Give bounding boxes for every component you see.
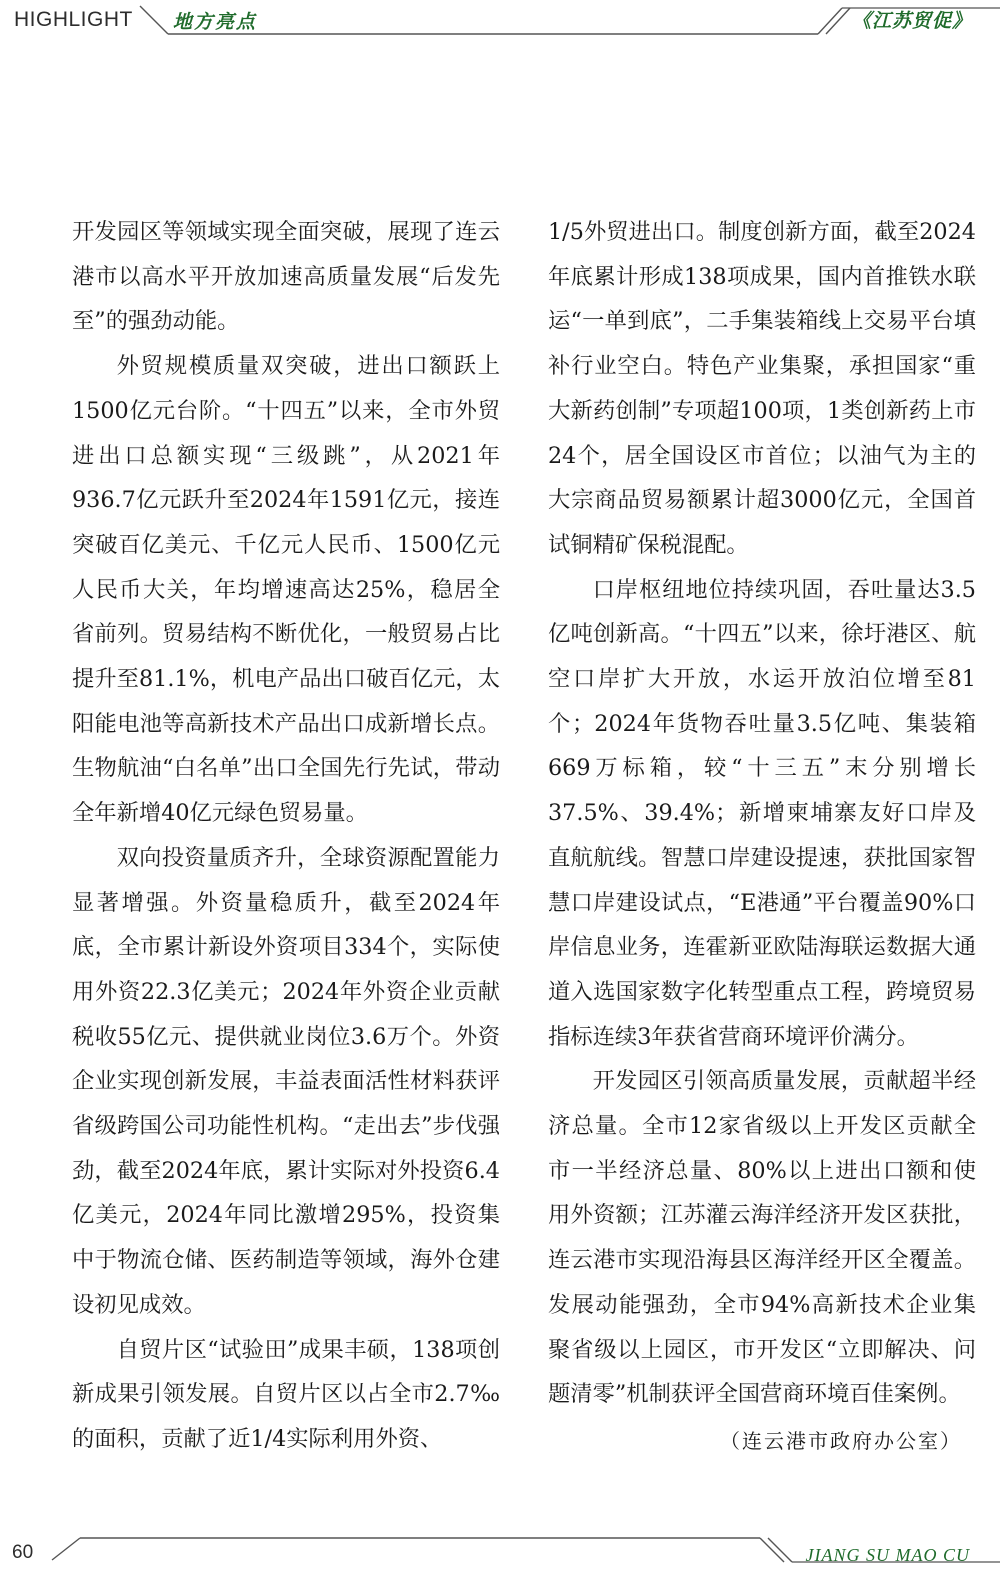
running-header [14, 4, 257, 36]
paragraph-continued: 开发园区等领域实现全面突破，展现了连云港市以高水平开放加速高质量发展“后发先至”的强劲动能。 [72, 219, 500, 335]
right-column [548, 210, 976, 1464]
magazine-pinyin: JIANG SU MAO CU [805, 1545, 970, 1565]
page-number: 60 [12, 1542, 34, 1563]
section-title: 地方亮点 [172, 10, 257, 33]
paragraph-port-hub: 口岸枢纽地位持续巩固，吞吐量达3.5亿吨创新高。“十四五”以来，徐圩港区、航空口岸扩大开放，水运开放泊位增至81个；2024年货物吞吐量3.5亿吨、集装箱669万标箱，较“十三五”末分别增长37.5%、39.4%；新增柬埔寨友好口岸及直航航线。智慧口岸建设提速，获批国家智慧口岸建设试点，“E港通”平台覆盖90%口岸信息业务，连霍新亚欧陆海联运数据大通道入选国家数字化转型重点工程，跨境贸易指标连续3年获省营商环境评价满分。 [548, 576, 976, 1050]
left-column [72, 210, 500, 1462]
paragraph-development-zones: 开发园区引领高质量发展，贡献超半经济总量。全市12家省级以上开发区贡献全市一半经济总量、80%以上进出口额和使用外资额；江苏灌云海洋经济开发区获批，连云港市实现沿海县区海洋经开区全覆盖。发展动能强劲，全市94%高新技术企业集聚省级以上园区，市开发区“立即解决、问题清零”机制获评全国营商环境百佳案例。 [548, 1068, 976, 1408]
paragraph-foreign-trade: 外贸规模质量双突破，进出口额跃上1500亿元台阶。“十四五”以来，全市外贸进出口总额实现“三级跳”，从2021年936.7亿元跃升至2024年1591亿元，接连突破百亿美元、千亿元人民币、1500亿元人民币大关，年均增速高达25%，稳居全省前列。贸易结构不断优化，一般贸易占比提升至81.1%，机电产品出口破百亿元，太阳能电池等高新技术产品出口成新增长点。生物航油“白名单”出口全国先行先试，带动全年新增40亿元绿色贸易量。 [72, 353, 500, 827]
magazine-title: 《江苏贸促》 [851, 10, 972, 32]
section-label: HIGHLIGHT [14, 8, 133, 31]
paragraph-free-trade-zone: 自贸片区“试验田”成果丰硕，138项创新成果引领发展。自贸片区以占全市2.7‰的面积，贡献了近1/4实际利用外资、 [72, 1336, 500, 1452]
paragraph-investment: 双向投资量质齐升，全球资源配置能力显著增强。外资量稳质升，截至2024年底，全市累计新设外资项目334个，实际使用外资22.3亿美元；2024年外资企业贡献税收55亿元、提供就业岗位3.6万个。外资企业实现创新发展，丰益表面活性材料获评省级跨国公司功能性机构。“走出去”步伐强劲，截至2024年底，累计实际对外投资6.4亿美元，2024年同比激增295%，投资集中于物流仓储、医药制造等领域，海外仓建设初见成效。 [72, 844, 500, 1318]
article-source: （连云港市政府办公室） [720, 1428, 962, 1453]
paragraph-continued-right: 1/5外贸进出口。制度创新方面，截至2024年底累计形成138项成果，国内首推铁水联运“一单到底”，二手集装箱线上交易平台填补行业空白。特色产业集聚，承担国家“重大新药创制”专项超100项，1类创新药上市24个，居全国设区市首位；以油气为主的大宗商品贸易额累计超3000亿元，全国首试铜精矿保税混配。 [548, 219, 976, 558]
footer-slash-left [52, 1538, 80, 1560]
